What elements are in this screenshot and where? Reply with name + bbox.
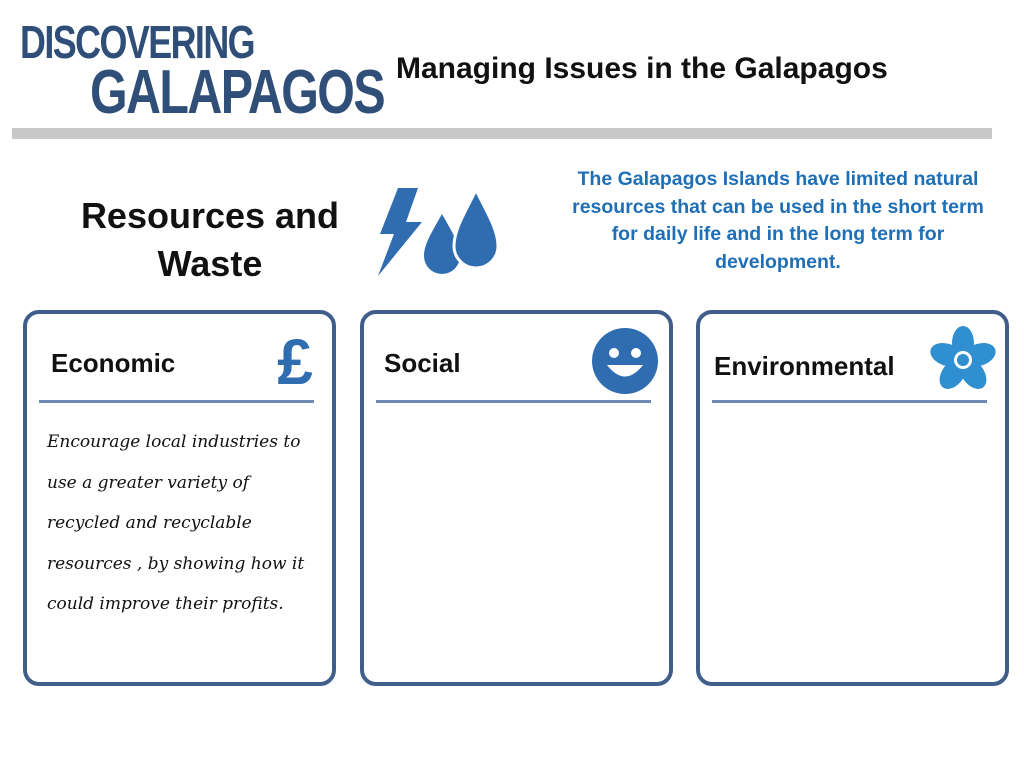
- environmental-card: [696, 310, 1009, 686]
- logo-line-discovering: DISCOVERING: [20, 16, 255, 68]
- large-water-drop-icon: [454, 190, 498, 268]
- lightning-bolt-icon: [378, 188, 422, 276]
- economic-card-divider: [39, 400, 314, 403]
- economic-card-title: Economic: [51, 348, 176, 378]
- smiley-icon: [590, 326, 660, 396]
- pound-icon: [273, 330, 317, 390]
- social-card-divider: [376, 400, 651, 403]
- energy-water-icon: [372, 184, 504, 280]
- economic-card-text: Encourage local industries to use a greater variety of recycled and recyclable resources , by showing how it could improve their profits.: [47, 432, 305, 614]
- economic-card: [23, 310, 336, 686]
- topic-intro: The Galapagos Islands have limited natural resources that can be used in the short term for daily life and in the long term for development.: [572, 168, 984, 273]
- environmental-card-divider: [712, 400, 987, 403]
- page-title: Managing Issues in the Galapagos: [396, 52, 888, 85]
- header-divider: [12, 128, 992, 139]
- flower-icon: [926, 322, 1000, 396]
- svg-text:£: £: [277, 330, 313, 390]
- social-card-title: Social: [384, 348, 461, 378]
- topic-title: Resources and Waste: [80, 195, 340, 284]
- discovering-galapagos-logo: [20, 16, 385, 127]
- environmental-card-title: Environmental: [714, 351, 895, 381]
- social-card: [360, 310, 673, 686]
- logo-line-galapagos: GALAPAGOS: [90, 58, 385, 127]
